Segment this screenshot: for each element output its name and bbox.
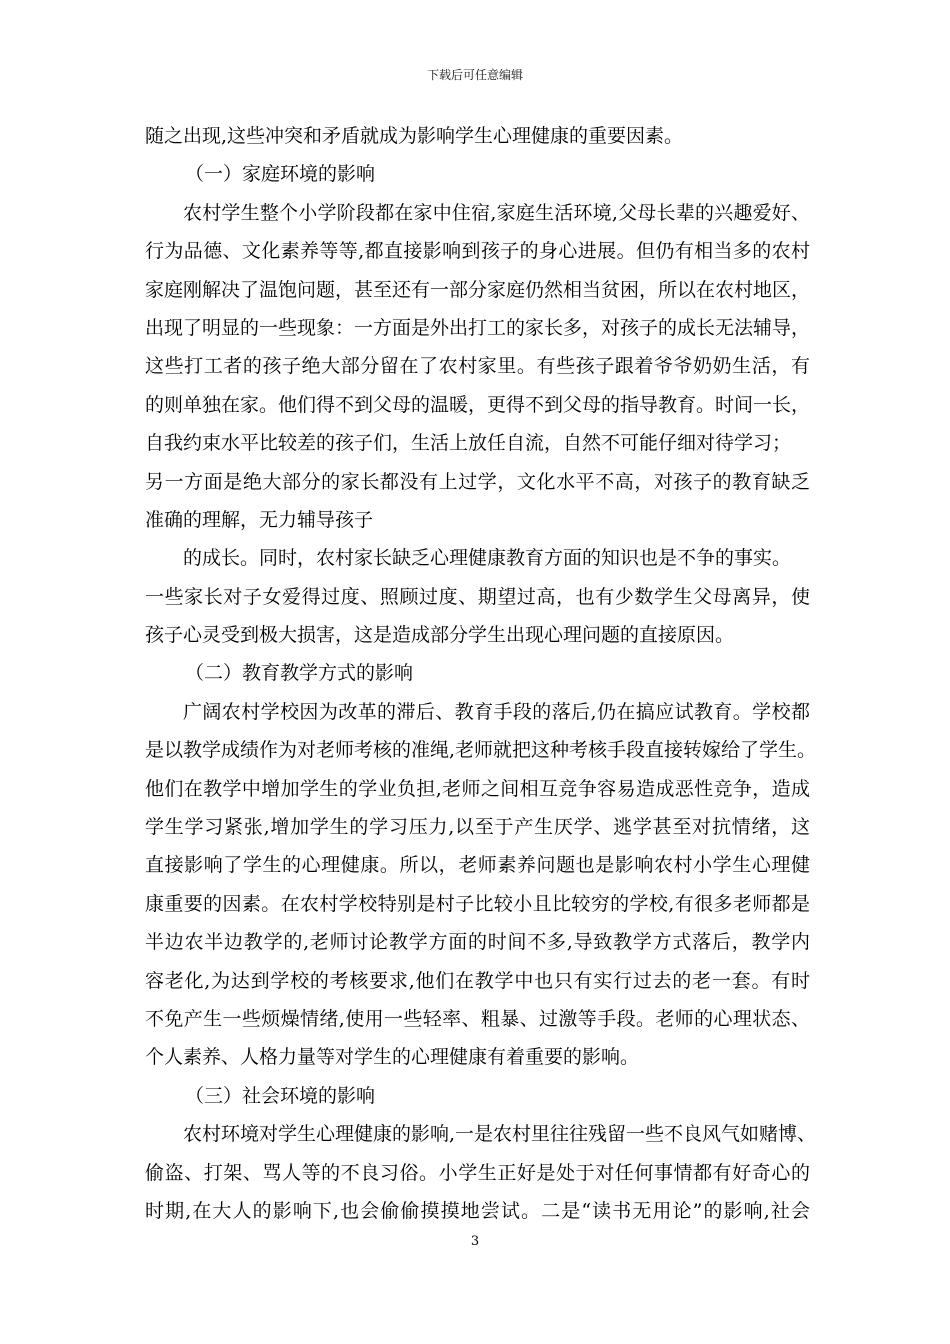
text-line: 他们在教学中增加学生的学业负担,老师之间相互竞争容易造成恶性竞争，造成 [145,777,810,800]
text-line: 的则单独在家。他们得不到父母的温暖，更得不到父母的指导教育。时间一长， [145,393,811,416]
text-line: 随之出现,这些冲突和矛盾就成为影响学生心理健康的重要因素。 [145,125,684,147]
page-header: 下载后可任意编辑 [426,68,523,82]
text-line: 的成长。同时，农村家长缺乏心理健康教育方面的知识也是不争的事实。 [183,547,792,570]
text-line: 偷盗、打架、骂人等的不良习俗。小学生正好是处于对任何事情都有好奇心的 [145,1161,810,1184]
text-line: 准确的理解，无力辅导孩子 [145,508,374,531]
section-heading: （一）家庭环境的影响 [185,163,376,186]
text-line: 另一方面是绝大部分的家长都没有上过学，文化水平不高，对孩子的教育缺乏 [145,470,810,493]
text-line: 学生学习紧张,增加学生的学习压力,以至于产生厌学、逃学甚至对抗情绪，这 [145,816,810,839]
document-body [145,117,817,1230]
text-line: 自我约束水平比较差的孩子们，生活上放任自流，自然不可能仔细对待学习； [145,432,792,455]
text-line: 广阔农村学校因为改革的滞后、教育手段的落后,仍在搞应试教育。学校都 [183,700,810,723]
section-heading: （二）教育教学方式的影响 [185,662,414,685]
text-line: 不免产生一些烦燥情绪,使用一些轻率、粗暴、过激等手段。老师的心理状态、 [145,1007,810,1030]
text-line: 半边农半边教学的,老师讨论教学方面的时间不多,导致教学方式落后，教学内 [145,931,810,954]
text-line: 时期,在大人的影响下,也会偷偷摸摸地尝试。二是“读书无用论”的影响,社会 [145,1199,810,1222]
text-line: 孩子心灵受到极大损害，这是造成部分学生出现心理问题的直接原因。 [145,624,735,647]
text-line: 个人素养、人格力量等对学生的心理健康有着重要的影响。 [145,1046,640,1069]
text-line: 农村学生整个小学阶段都在家中住宿,家庭生活环境,父母长辈的兴趣爱好、 [183,201,810,224]
text-line: 康重要的因素。在农村学校特别是村子比较小且比较穷的学校,有很多老师都是 [145,892,810,915]
text-line: 这些打工者的孩子绝大部分留在了农村家里。有些孩子跟着爷爷奶奶生活，有 [145,355,810,378]
text-line: 是以教学成绩作为对老师考核的准绳,老师就把这种考核手段直接转嫁给了学生。 [145,739,817,762]
page-number: 3 [470,1234,480,1249]
section-heading: （三）社会环境的影响 [185,1084,376,1107]
text-line: 行为品德、文化素养等等,都直接影响到孩子的身心进展。但仍有相当多的农村 [145,240,810,263]
text-line: 出现了明显的一些现象：一方面是外出打工的家长多，对孩子的成长无法辅导， [145,316,811,339]
text-line: 直接影响了学生的心理健康。所以，老师素养问题也是影响农村小学生心理健 [145,854,810,877]
text-line: 农村环境对学生心理健康的影响,一是农村里往往残留一些不良风气如赌博、 [183,1123,817,1146]
text-line: 一些家长对子女爱得过度、照顾过度、期望过高，也有少数学生父母离异，使 [145,585,810,608]
text-line: 容老化,为达到学校的考核要求,他们在教学中也只有实行过去的老一套。有时 [145,969,810,992]
text-line: 家庭刚解决了温饱问题，甚至还有一部分家庭仍然相当贫困，所以在农村地区， [145,278,811,301]
